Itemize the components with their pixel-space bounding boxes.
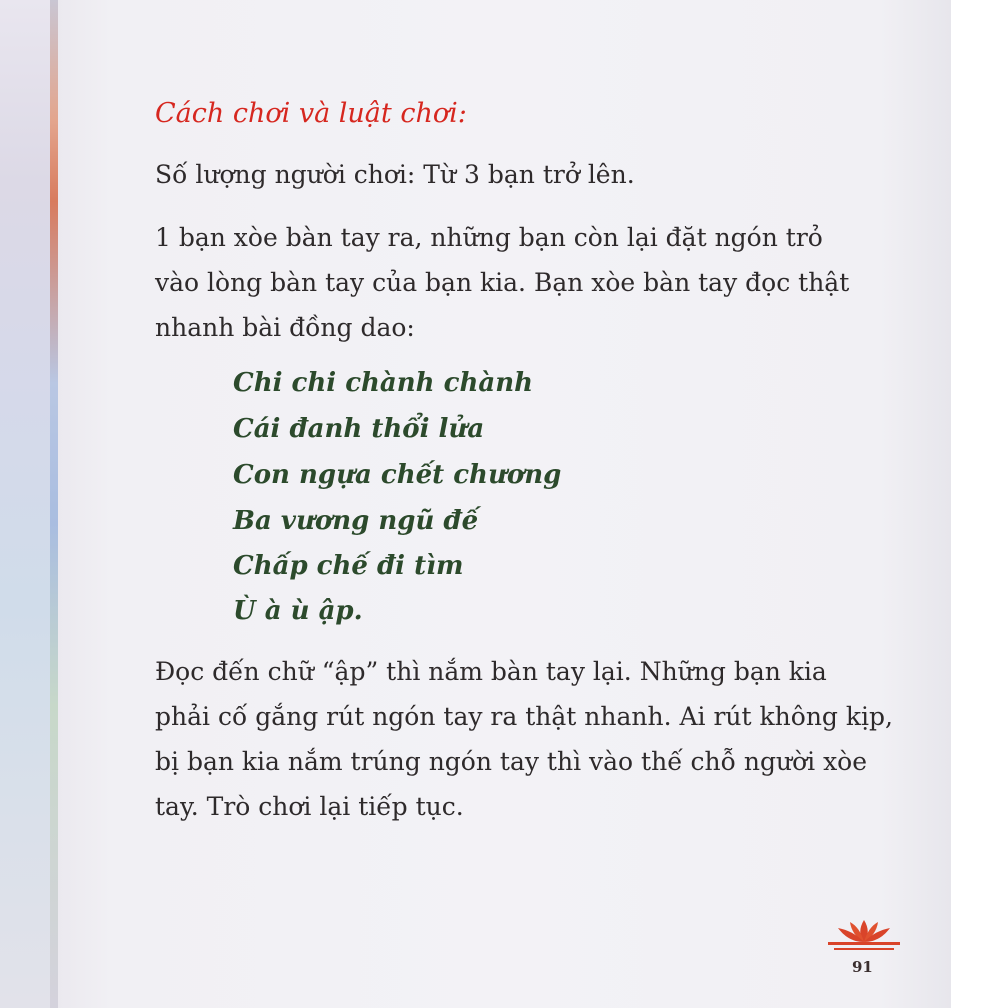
rule-line-2: phải cố gắng rút ngón tay ra thật nhanh. Ai rút không kịp, bbox=[155, 702, 893, 731]
poem-line-4: Ba vương ngũ đế bbox=[233, 506, 479, 536]
intro-line-1: 1 bạn xòe bàn tay ra, những bạn còn lại đặt ngón trỏ bbox=[155, 223, 823, 252]
poem-line-5: Chấp chế đi tìm bbox=[233, 551, 464, 581]
intro-line-3: nhanh bài đồng dao: bbox=[155, 313, 415, 342]
intro-line-2: vào lòng bàn tay của bạn kia. Bạn xòe bàn tay đọc thật bbox=[155, 268, 850, 297]
poem-line-6: Ù à ù ập. bbox=[233, 596, 363, 626]
rule-line-1: Đọc đến chữ “ập” thì nắm bàn tay lại. Những bạn kia bbox=[155, 657, 827, 686]
poem-line-2: Cái đanh thổi lửa bbox=[233, 414, 485, 444]
poem-line-1: Chi chi chành chành bbox=[233, 368, 534, 398]
book-binding-edge bbox=[50, 0, 58, 1008]
poem-line-3: Con ngựa chết chương bbox=[233, 460, 562, 490]
section-heading: Cách chơi và luật chơi: bbox=[155, 98, 467, 129]
page-right-margin bbox=[951, 0, 1008, 1008]
players-line: Số lượng người chơi: Từ 3 bạn trở lên. bbox=[155, 160, 635, 189]
rule-line-4: tay. Trò chơi lại tiếp tục. bbox=[155, 792, 464, 821]
rule-line-3: bị bạn kia nắm trúng ngón tay thì vào thế chỗ người xòe bbox=[155, 747, 868, 776]
page-sheet bbox=[58, 0, 951, 1008]
page-number: 91 bbox=[852, 958, 873, 976]
